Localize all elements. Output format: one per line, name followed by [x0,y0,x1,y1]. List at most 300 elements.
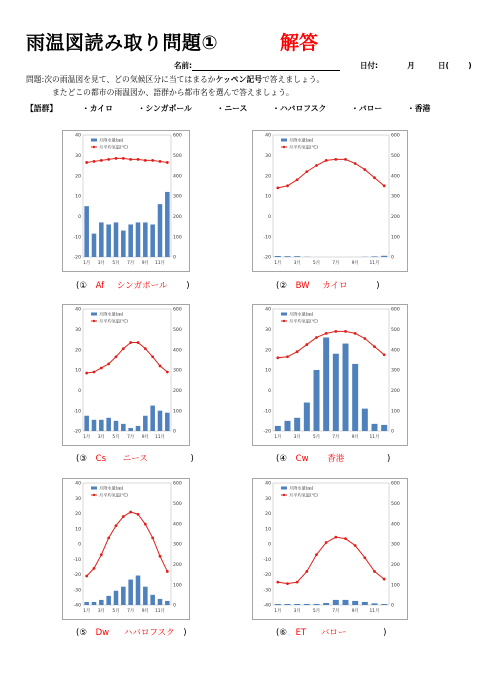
y-left-tick-label: 20 [75,512,81,518]
caption-city: ハバロフスク [123,628,175,638]
temperature-point [107,158,110,161]
month-label: 月 [407,61,415,70]
caption-city: カイロ [322,281,348,291]
caption-number: (⑤ [76,628,87,638]
y-right-tick-label: 500 [173,153,182,159]
precip-bar [285,604,291,605]
temperature-point [344,537,347,540]
y-left-tick-label: 40 [265,133,271,139]
plot-area [273,135,389,257]
precip-bar [143,587,148,605]
y-right-tick-label: 100 [173,409,182,415]
precip-bar [372,603,378,605]
y-left-tick-label: 30 [75,327,81,333]
word-bank-item: ・バロー [351,104,383,113]
question-suffix: で答えましょう。 [261,75,325,84]
precip-bar [136,222,141,257]
precip-bar [381,425,387,431]
x-tick-label: 1月 [83,261,91,266]
y-left-tick-label: 20 [75,348,81,354]
temperature-line [278,331,384,357]
word-bank [26,103,452,114]
caption-number: (④ [276,454,287,464]
y-left-tick-label: 30 [265,327,271,333]
precip-bar [294,604,300,605]
temperature-point [315,553,318,556]
climate-chart-6 [252,478,408,620]
x-tick-label: 3月 [97,609,105,614]
caption-koppen: BW [295,281,310,291]
temperature-point [144,159,147,162]
legend-temp-marker [93,494,95,496]
y-right-tick-label: 300 [391,542,400,548]
x-tick-label: 9月 [351,609,359,614]
temperature-point [354,332,357,335]
temperature-point [166,371,169,374]
precip-bar [372,424,378,431]
x-tick-label: 3月 [293,435,301,440]
temperature-line [87,343,168,374]
precip-bar [158,411,163,431]
temperature-point [373,570,376,573]
precip-bar [150,406,155,431]
y-right-tick-label: 200 [391,214,400,220]
word-bank-item: ・ハバロフスク [272,104,327,113]
temperature-point [344,330,347,333]
y-left-tick-label: -20 [73,573,81,579]
date-field [360,60,472,71]
caption-close: ) [376,281,380,291]
precip-bar [275,256,281,257]
temperature-point [383,184,386,187]
y-left-tick-label: -30 [263,588,271,594]
precip-bar [343,600,349,605]
temperature-point [93,160,96,163]
x-tick-label: 3月 [293,261,301,266]
temperature-line [278,159,384,187]
legend-temp-marker [93,320,95,322]
precip-bar [294,256,300,257]
legend-temp-label: 月平均気温(℃) [289,318,318,324]
precip-bar [333,354,339,431]
day-close: ) [468,61,472,70]
caption-koppen: Af [95,281,105,291]
temperature-point [363,556,366,559]
caption-koppen: ET [295,628,307,638]
caption-number: (③ [76,454,87,464]
y-left-tick-label: 10 [265,527,271,533]
caption-number: (① [76,281,87,291]
caption-koppen: Cw [295,454,309,464]
temperature-point [107,537,110,540]
temperature-point [354,544,357,547]
climate-chart-3 [62,304,190,446]
climate-chart-2 [252,130,408,272]
precip-bar [285,421,291,431]
temperature-point [315,336,318,339]
temperature-point [137,513,140,516]
precip-bar [362,409,368,431]
precip-bar [275,604,281,605]
x-tick-label: 3月 [97,435,105,440]
x-tick-label: 1月 [83,435,91,440]
precip-bar [150,595,155,605]
temperature-point [166,161,169,164]
y-right-tick-label: 600 [173,133,182,139]
y-right-tick-label: 500 [391,153,400,159]
precip-bar [114,591,119,605]
y-right-tick-label: 100 [173,235,182,241]
legend-precip-swatch [281,139,287,142]
date-label: 日付: [360,61,378,70]
temperature-point [93,567,96,570]
x-tick-label: 11月 [155,435,165,440]
precip-bar [294,418,300,431]
precip-bar [99,420,104,431]
y-left-tick-label: 0 [78,542,81,548]
y-left-tick-label: -40 [73,603,81,609]
caption-city: シンガポール [116,281,168,291]
y-left-tick-label: 30 [75,496,81,502]
y-right-tick-label: 300 [173,194,182,200]
y-left-tick-label: 40 [75,307,81,313]
y-right-tick-label: 400 [173,174,182,180]
plot-area [83,483,171,605]
legend-precip-label: 月降水量(㎜) [289,311,314,317]
y-left-tick-label: 40 [265,481,271,487]
word-bank-item: ・カイロ [81,104,113,113]
y-left-tick-label: 40 [265,307,271,313]
temperature-point [115,157,118,160]
y-right-tick-label: 500 [391,327,400,333]
precip-bar [128,224,133,257]
legend-temp-marker [283,146,285,148]
y-right-tick-label: 300 [391,368,400,374]
temperature-point [373,345,376,348]
question-line-2: またどこの都市の雨温図か、語群から都市名を選んで答えましょう。 [52,88,294,97]
x-tick-label: 9月 [141,261,149,266]
caption-number: (② [276,281,287,291]
precip-bar [84,602,89,605]
temperature-point [325,159,328,162]
temperature-point [129,341,132,344]
temperature-point [85,161,88,164]
x-tick-label: 5月 [112,609,120,614]
x-tick-label: 5月 [312,609,321,614]
y-right-tick-label: 100 [391,235,400,241]
y-right-tick-label: 600 [391,307,400,313]
y-left-tick-label: 0 [268,388,271,394]
precip-bar [362,602,368,605]
precip-bar [106,418,111,431]
temperature-point [100,367,103,370]
temperature-point [151,355,154,358]
y-right-tick-label: 100 [391,583,400,589]
temperature-point [122,515,125,518]
y-left-tick-label: 10 [75,194,81,200]
y-right-tick-label: 200 [173,388,182,394]
x-tick-label: 11月 [369,609,380,614]
y-right-tick-label: 100 [173,583,182,589]
y-right-tick-label: 0 [391,255,394,261]
y-left-tick-label: -20 [263,573,271,579]
temperature-point [296,581,299,584]
question-keyword: ケッペン記号 [215,75,262,84]
y-right-tick-label: 0 [173,429,176,435]
x-tick-label: 9月 [141,435,149,440]
legend-precip-label: 月降水量(㎜) [289,137,314,143]
temperature-point [85,372,88,375]
x-tick-label: 9月 [141,609,149,614]
legend-temp-label: 月平均気温(℃) [289,144,318,150]
y-right-tick-label: 200 [391,562,400,568]
climate-chart-4 [252,304,408,446]
temperature-point [137,341,140,344]
precip-bar [165,413,170,431]
y-left-tick-label: -10 [73,557,81,563]
precip-bar [372,256,378,257]
precip-bar [165,192,170,257]
precip-bar [314,370,320,431]
y-left-tick-label: 10 [75,527,81,533]
precip-bar [158,204,163,257]
word-bank-label: 【語群】 [26,104,58,113]
precip-bar [304,403,310,431]
y-right-tick-label: 200 [391,388,400,394]
precip-bar [84,416,89,431]
precip-bar [128,428,133,431]
precip-bar [121,587,126,605]
legend-temp-marker [283,494,285,496]
x-tick-label: 3月 [293,609,301,614]
temperature-point [334,158,337,161]
legend-precip-label: 月降水量(㎜) [99,311,124,317]
page-title: 雨温図読み取り問題① [26,32,219,54]
legend-precip-label: 月降水量(㎜) [99,137,124,143]
climate-chart-1 [62,130,190,272]
y-right-tick-label: 0 [391,603,394,609]
precip-bar [285,256,291,257]
temperature-point [383,578,386,581]
y-right-tick-label: 400 [173,348,182,354]
temperature-point [129,511,132,514]
temperature-point [296,178,299,181]
precip-bar [158,599,163,605]
y-right-tick-label: 0 [391,429,394,435]
word-bank-item: ・ニース [216,104,248,113]
temperature-point [363,337,366,340]
temperature-point [151,537,154,540]
precip-bar [99,600,104,605]
y-left-tick-label: -40 [263,603,271,609]
y-right-tick-label: 200 [173,214,182,220]
y-left-tick-label: 40 [75,481,81,487]
precip-bar [304,604,310,605]
precip-bar [121,231,126,257]
precip-bar [106,224,111,257]
temperature-point [354,162,357,165]
x-tick-label: 5月 [312,261,321,266]
temperature-point [100,159,103,162]
y-left-tick-label: 10 [75,368,81,374]
y-left-tick-label: 10 [265,194,271,200]
question-line-1 [26,74,324,85]
temperature-line [278,537,384,584]
y-right-tick-label: 0 [173,255,176,261]
y-left-tick-label: 10 [265,368,271,374]
legend-precip-label: 月降水量(㎜) [99,485,124,491]
y-left-tick-label: -10 [73,235,81,241]
y-left-tick-label: 0 [78,388,81,394]
temperature-point [159,160,162,163]
y-right-tick-label: 400 [391,522,400,528]
temperature-point [276,356,279,359]
answer-label: 解答 [280,32,319,54]
x-tick-label: 1月 [83,609,91,614]
temperature-point [137,158,140,161]
precip-bar [314,604,320,605]
x-tick-label: 7月 [332,609,340,614]
temperature-point [286,355,289,358]
temperature-point [296,350,299,353]
caption-5 [76,626,187,638]
temperature-point [325,332,328,335]
legend-precip-swatch [91,313,97,316]
temperature-point [93,371,96,374]
legend-precip-swatch [281,487,287,490]
caption-close: ) [186,281,190,291]
precip-bar [143,416,148,431]
temperature-point [383,353,386,356]
x-tick-label: 7月 [127,609,135,614]
precip-bar [352,601,358,605]
x-tick-label: 5月 [312,435,321,440]
name-field [174,60,340,71]
temperature-point [363,168,366,171]
y-right-tick-label: 300 [391,194,400,200]
y-right-tick-label: 500 [173,501,182,507]
caption-6 [276,626,386,638]
precip-bar [121,424,126,431]
y-left-tick-label: 30 [265,153,271,159]
legend-temp-label: 月平均気温(℃) [99,318,128,324]
y-left-tick-label: 20 [265,348,271,354]
y-right-tick-label: 0 [173,603,176,609]
precip-bar [275,426,281,431]
y-right-tick-label: 600 [391,133,400,139]
x-tick-label: 9月 [351,261,359,266]
x-tick-label: 11月 [155,609,165,614]
precip-bar [92,234,97,257]
temperature-point [305,170,308,173]
y-right-tick-label: 400 [173,522,182,528]
word-bank-item: ・シンガポール [137,104,192,113]
precip-bar [128,580,133,605]
x-tick-label: 7月 [127,261,135,266]
y-left-tick-label: -10 [73,409,81,415]
precip-bar [381,604,387,605]
day-label: 日( [438,61,449,70]
y-left-tick-label: 30 [265,496,271,502]
temperature-point [151,159,154,162]
y-right-tick-label: 500 [391,501,400,507]
legend-temp-marker [93,146,95,148]
y-right-tick-label: 200 [173,562,182,568]
x-tick-label: 7月 [332,435,340,440]
legend-temp-label: 月平均気温(℃) [99,492,128,498]
x-tick-label: 1月 [274,261,282,266]
precip-bar [136,426,141,431]
temperature-point [334,536,337,539]
x-tick-label: 11月 [155,261,165,266]
temperature-point [305,570,308,573]
caption-4 [276,452,390,464]
temperature-point [276,581,279,584]
y-right-tick-label: 600 [391,481,400,487]
y-right-tick-label: 300 [173,368,182,374]
temperature-point [144,347,147,350]
precip-bar [92,602,97,605]
caption-number: (⑥ [276,628,287,638]
x-tick-label: 3月 [97,261,105,266]
question-prefix: 問題:次の雨温図を見て、どの気候区分に当てはまるか [26,75,216,84]
y-left-tick-label: 0 [268,542,271,548]
y-left-tick-label: -30 [73,588,81,594]
precip-bar [136,576,141,605]
y-left-tick-label: 20 [75,174,81,180]
precip-bar [352,364,358,431]
temperature-line [87,158,168,162]
caption-1 [76,279,190,291]
caption-city: バロー [320,628,347,638]
caption-3 [76,452,194,464]
temperature-point [159,555,162,558]
x-tick-label: 1月 [274,435,282,440]
plot-area [273,483,389,605]
legend-precip-swatch [91,139,97,142]
temperature-point [100,553,103,556]
legend-temp-label: 月平均気温(℃) [289,492,318,498]
temperature-point [107,363,110,366]
temperature-point [325,541,328,544]
y-left-tick-label: -20 [73,255,81,261]
precip-bar [323,337,329,431]
word-bank-item: ・香港 [406,104,431,113]
temperature-point [122,347,125,350]
y-left-tick-label: -20 [73,429,81,435]
y-left-tick-label: 20 [265,512,271,518]
y-left-tick-label: 40 [75,133,81,139]
temperature-point [334,330,337,333]
legend-precip-swatch [281,313,287,316]
x-tick-label: 7月 [127,435,135,440]
temperature-line [87,512,168,576]
name-label: 名前: [174,61,192,70]
precip-bar [114,421,119,431]
temperature-point [115,524,118,527]
y-left-tick-label: 0 [268,214,271,220]
x-tick-label: 11月 [369,261,380,266]
temperature-point [286,582,289,585]
precip-bar [106,596,111,605]
climate-chart-5 [62,478,190,620]
temperature-point [276,186,279,189]
precip-bar [323,603,329,605]
precip-bar [99,222,104,257]
y-left-tick-label: 30 [75,153,81,159]
x-tick-label: 9月 [351,435,359,440]
name-blank-line [192,62,340,71]
